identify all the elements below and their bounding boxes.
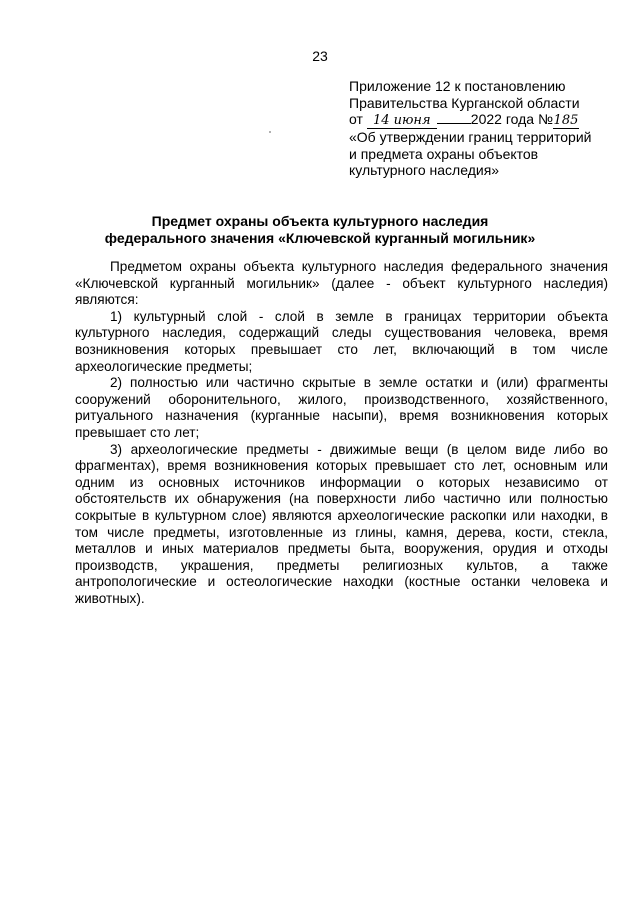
- page-number: 23: [312, 48, 328, 64]
- appendix-line-4: «Об утверждении границ территорий: [349, 129, 592, 146]
- appendix-line-2: Правительства Курганской области: [349, 94, 580, 111]
- year-text: 2022 года №: [470, 111, 553, 128]
- document-body: [75, 259, 608, 607]
- scan-speck: [269, 131, 271, 133]
- handwritten-date: 14 июня: [367, 114, 437, 129]
- title-line-1: Предмет охраны объекта культурного наследия: [151, 213, 489, 229]
- paragraph-item-2: 2) полностью или частично скрытые в земле остатки и (или) фрагменты сооружений оборонительного, жилого, производственного, хозяйственного, ритуального назначения (курганные насыпи), время возникновения которых превышает сто лет;: [75, 375, 608, 440]
- date-prefix: от: [349, 111, 363, 128]
- date-underline: [437, 111, 471, 124]
- paragraph-intro: Предметом охраны объекта культурного наследия федерального значения «Ключевской курганный могильник» (далее - объект культурного наследия) являются:: [75, 259, 608, 308]
- handwritten-number: 185: [553, 113, 579, 129]
- paragraph-item-1: 1) культурный слой - слой в земле в границах территории объекта культурного наследия, содержащий следы существования человека, время возникновения которых превышает сто лет, включающий в том числе археологические предметы;: [75, 308, 608, 374]
- document-title: [0, 213, 640, 246]
- appendix-date-line: [349, 111, 619, 129]
- appendix-header: [349, 78, 619, 179]
- paragraph-item-3: 3) археологические предметы - движимые вещи (в целом виде либо во фрагментах), время возникновения которых превышает сто лет, основным или одним из основных источников информации о которых независимо от обстоятельств их обнаружения (на поверхности либо частично или полностью сокрытые в культурном слое) являются археологические раскопки или находки, в том числе предметы, изготовленные из глины, камня, дерева, кости, стекла, металлов и иных материалов предметы быта, вооружения, орудия и отходы производств, украшения, предметы религиозных культов, а также антропологические и остеологические находки (костные останки человека и животных).: [75, 441, 608, 606]
- appendix-line-6: культурного наследия»: [349, 162, 500, 179]
- title-line-2: федерального значения «Ключевской курганный могильник»: [104, 229, 536, 246]
- appendix-line-5: и предмета охраны объектов: [349, 145, 539, 162]
- appendix-line-1: Приложение 12 к постановлению: [349, 78, 566, 94]
